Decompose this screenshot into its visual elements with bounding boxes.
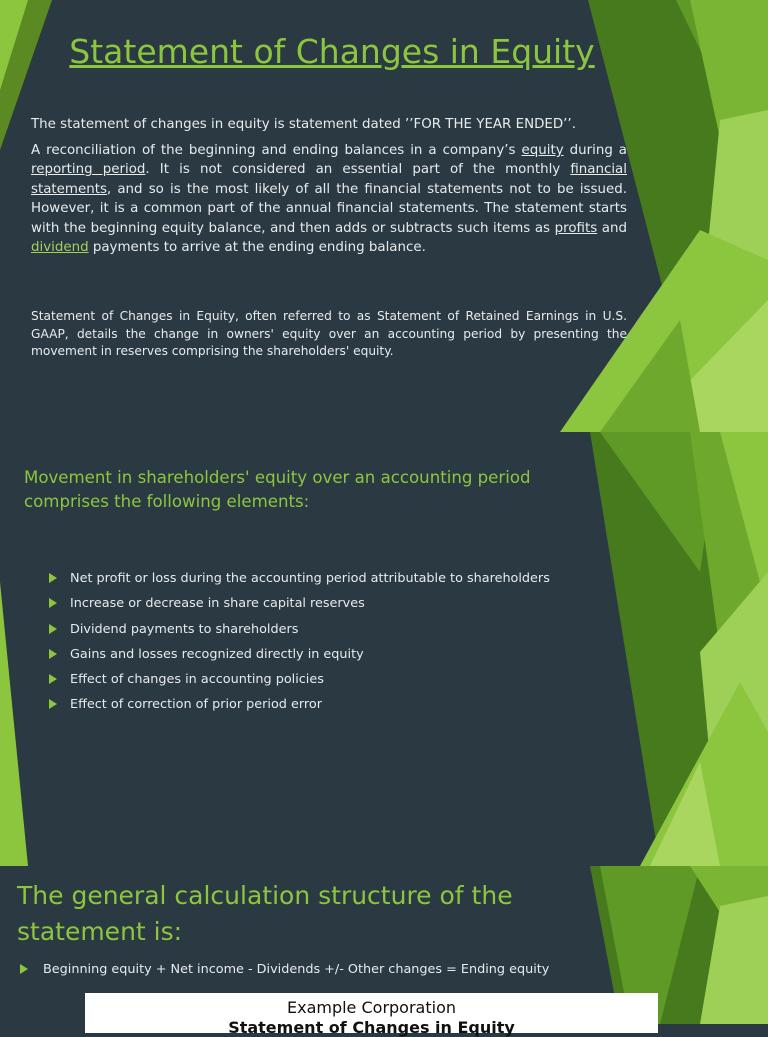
intro-sentence: The statement of changes in equity is statement dated ’’FOR THE YEAR ENDED’’. bbox=[31, 117, 576, 132]
paragraph-text: payments to arrive at the ending ending balance. bbox=[88, 240, 426, 256]
reporting-period-link[interactable]: reporting period bbox=[31, 162, 146, 178]
list-item bbox=[47, 671, 550, 696]
elements-list bbox=[47, 570, 550, 722]
paragraph-text: during a bbox=[563, 143, 628, 158]
card-subtitle: Statement of Changes in Equity bbox=[228, 1018, 515, 1037]
financial-statements-link[interactable]: financial statements bbox=[31, 162, 627, 197]
paragraph-text: , and so is the most likely of all the financial statements not to be issued. However, it is a common part of the annual financial statements. The statement starts with the beginning equity balance, and then adds or subtracts such items as bbox=[31, 181, 627, 236]
slide-intro bbox=[0, 0, 768, 432]
bullet-arrow-icon bbox=[49, 649, 57, 659]
page-title: Statement of Changes in Equity bbox=[69, 32, 595, 71]
formula-bullet bbox=[20, 961, 549, 979]
paragraph-text: and bbox=[597, 220, 627, 236]
paragraph-text: A reconciliation of the beginning and ending balances in a company’s bbox=[31, 143, 522, 158]
list-item bbox=[47, 621, 550, 646]
paragraph-text: . It is not considered an essential part of the monthly bbox=[145, 162, 571, 178]
list-item-label: Effect of correction of prior period error bbox=[70, 697, 322, 713]
list-item bbox=[47, 595, 550, 620]
bullet-arrow-icon bbox=[49, 598, 57, 608]
list-item bbox=[47, 646, 550, 671]
list-item bbox=[47, 570, 550, 595]
list-item-label: Increase or decrease in share capital reserves bbox=[70, 596, 365, 612]
bullet-arrow-icon bbox=[49, 699, 57, 709]
profits-link[interactable]: profits bbox=[554, 220, 598, 236]
list-item-label: Effect of changes in accounting policies bbox=[70, 672, 324, 688]
bullet-arrow-icon bbox=[49, 674, 57, 684]
bullet-arrow-icon bbox=[49, 573, 57, 583]
reconciliation-paragraph bbox=[31, 141, 627, 257]
bullet-arrow-icon bbox=[49, 624, 57, 634]
formula-text: Beginning equity + Net income - Dividends +/- Other changes = Ending equity bbox=[43, 962, 550, 977]
slide-elements bbox=[0, 432, 768, 866]
list-item-label: Gains and losses recognized directly in equity bbox=[70, 646, 364, 662]
slide-structure bbox=[0, 866, 768, 1037]
bullet-arrow-icon bbox=[20, 964, 28, 974]
structure-heading: The general calculation structure of the statement is: bbox=[17, 881, 513, 946]
list-item-label: Dividend payments to shareholders bbox=[70, 621, 299, 637]
list-item-label: Net profit or loss during the accounting period attributable to shareholders bbox=[70, 571, 550, 586]
example-statement-card bbox=[85, 993, 658, 1037]
gaap-paragraph: Statement of Changes in Equity, often referred to as Statement of Retained Earnings in U.S. GAAP, details the change in owners' equity over an accounting period by presenting the movement in reserves comprising the shareholders' equity. bbox=[31, 309, 627, 359]
dividend-link[interactable]: dividend bbox=[31, 240, 89, 256]
elements-heading: Movement in shareholders' equity over an accounting period comprises the following elements: bbox=[24, 468, 531, 511]
equity-link[interactable]: equity bbox=[521, 143, 564, 158]
list-item bbox=[47, 696, 550, 721]
card-title: Example Corporation bbox=[286, 998, 456, 1017]
